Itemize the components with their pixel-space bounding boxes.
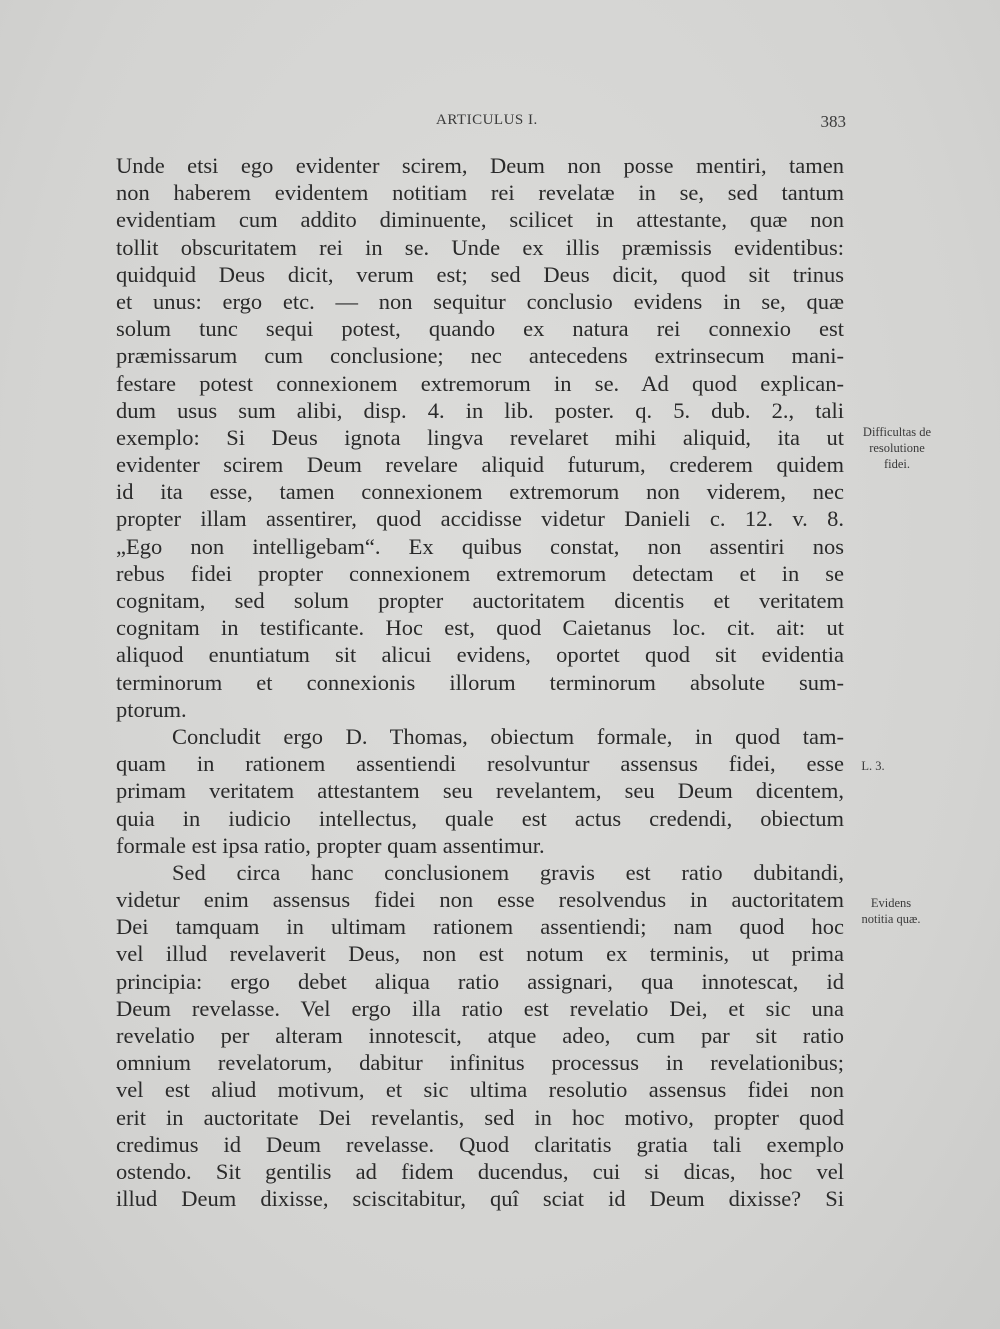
text-line: quam in rationem assentiendi resolvuntur assensus fidei, esse: [116, 751, 844, 777]
text-line: et unus: ergo etc. — non sequitur conclusio evidens in se, quæ: [116, 288, 844, 314]
text-line: formale est ipsa ratio, propter quam assentimur.: [116, 832, 545, 858]
text-line: cognitam, sed solum propter auctoritatem dicentis et veritatem: [116, 588, 844, 613]
page-number: 383: [820, 112, 846, 131]
page-header: [118, 112, 846, 138]
text-line: quidquid Deus dicit, verum est; sed Deus dicit, quod sit trinus: [116, 261, 844, 287]
margin-note-line: Difficultas de: [862, 425, 932, 439]
text-line: credimus id Deum revelasse. Quod claritatis gratia tali exemplo: [116, 1131, 844, 1157]
text-line: evidentiam cum addito diminuente, scilicet in attestante, quæ non: [116, 207, 844, 233]
text-line: illud Deum dixisse, sciscitabitur, quî sciat id Deum dixisse? Si: [116, 1186, 844, 1212]
margin-note-line: resolutione: [869, 441, 925, 455]
text-line: omnium revelatorum, dabitur infinitus processus in revelationibus;: [116, 1050, 844, 1076]
text-line: festare potest connexionem extremorum in se. Ad quod explican-: [116, 370, 844, 396]
running-head: ARTICULUS I.: [436, 112, 538, 128]
text-line: evidenter scirem Deum revelare aliquid futurum, crederem quidem: [116, 452, 844, 478]
text-line: Unde etsi ego evidenter scirem, Deum non posse mentiri, tamen: [116, 153, 844, 178]
text-line: erit in auctoritate Dei revelantis, sed in hoc motivo, propter quod: [116, 1104, 844, 1130]
text-line: id ita esse, tamen connexionem extremorum non viderem, nec: [116, 479, 844, 505]
text-line: aliquod enuntiatum sit alicui evidens, oportet quod sit evidentia: [116, 642, 844, 668]
text-line: exemplo: Si Deus ignota lingva revelaret mihi aliquid, ita ut: [116, 424, 844, 450]
text-line: videtur enim assensus fidei non esse resolvendus in auctoritatem: [116, 887, 844, 913]
text-line: quia in iudicio intellectus, quale est actus credendi, obiectum: [116, 805, 844, 831]
text-line: propter illam assentirer, quod accidisse videtur Danieli c. 12. v. 8.: [116, 506, 844, 532]
text-line: rebus fidei propter connexionem extremorum detectam et in se: [116, 560, 844, 586]
text-line: cognitam in testificante. Hoc est, quod Caietanus loc. cit. ait: ut: [116, 615, 844, 641]
text-line: vel est aliud motivum, et sic ultima resolutio assensus fidei non: [116, 1077, 844, 1103]
text-line: Dei tamquam in ultimam rationem assentiendi; nam quod hoc: [116, 914, 844, 940]
text-line: ostendo. Sit gentilis ad fidem ducendus, cui si dicas, hoc vel: [116, 1158, 844, 1184]
text-line: Sed circa hanc conclusionem gravis est ratio dubitandi,: [172, 859, 844, 885]
margin-note-line: notitia quæ.: [861, 912, 921, 926]
text-line: dum usus sum alibi, disp. 4. in lib. poster. q. 5. dub. 2., tali: [116, 397, 844, 423]
margin-note-line: fidei.: [883, 457, 911, 471]
body-text: [116, 152, 844, 1212]
margin-note-line: Evidens: [870, 896, 912, 910]
text-line: vel illud revelaverit Deus, non est notum ex terminis, ut prima: [116, 941, 844, 967]
text-line: tollit obscuritatem rei in se. Unde ex illis præmissis evidentibus:: [116, 234, 844, 260]
text-line: Deum revelasse. Vel ergo illa ratio est revelatio Dei, et sic una: [116, 995, 844, 1021]
text-line: revelatio per alteram innotescit, atque adeo, cum par sit ratio: [116, 1023, 844, 1048]
margin-note-reference: [818, 758, 928, 774]
text-line: „Ego non intelligebam“. Ex quibus constat, non assentiri nos: [116, 533, 844, 559]
margin-note-evidens: [836, 895, 946, 927]
text-line: solum tunc sequi potest, quando ex natura rei connexio est: [116, 316, 844, 342]
text-line: Concludit ergo D. Thomas, obiectum formale, in quod tam-: [172, 723, 844, 749]
margin-note-line: L. 3.: [861, 759, 885, 773]
text-line: primam veritatem attestantem seu revelantem, seu Deum dicentem,: [116, 778, 844, 804]
text-line: non haberem evidentem notitiam rei revelatæ in se, sed tantum: [116, 180, 844, 206]
margin-note-difficultas: [842, 424, 952, 472]
text-line: ptorum.: [116, 696, 187, 722]
text-line: principia: ergo debet aliqua ratio assignari, qua innotescat, id: [116, 968, 844, 994]
text-line: præmissarum cum conclusione; nec antecedens extrinsecum mani-: [116, 343, 844, 369]
text-line: terminorum et connexionis illorum terminorum absolute sum-: [116, 669, 844, 695]
